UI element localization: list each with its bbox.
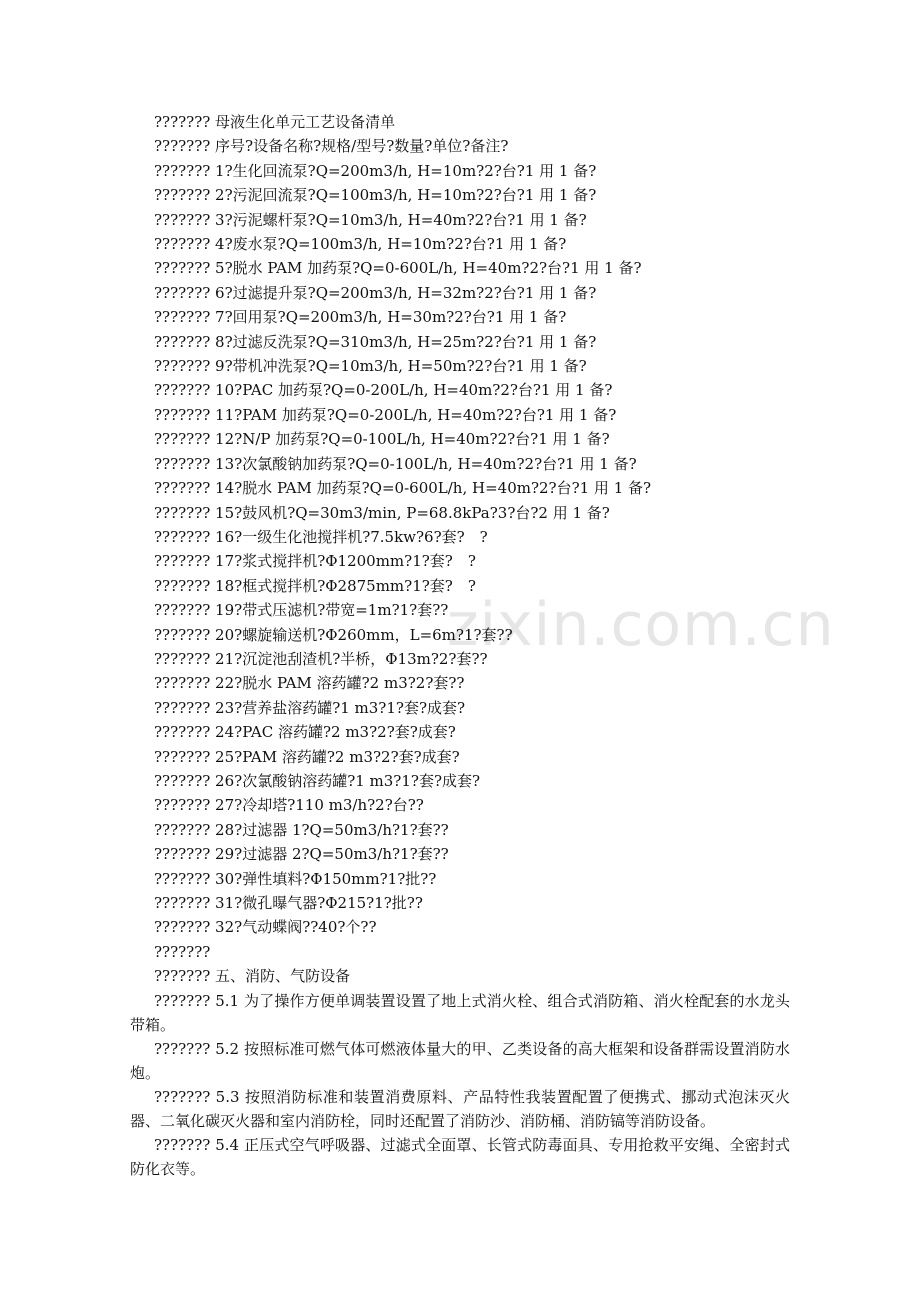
- list-item: ??????? 17?浆式搅拌机?Φ1200mm?1?套? ?: [154, 552, 476, 571]
- fire-protection-section: [130, 989, 790, 1181]
- list-item: ??????? 19?带式压滤机?带宽=1m?1?套??: [154, 601, 449, 620]
- list-item: ??????? 26?次氯酸钠溶药罐?1 m3?1?套?成套?: [154, 771, 481, 790]
- list-item: ??????? 6?过滤提升泵?Q=200m3/h, H=32m?2?台?1 用 1 备?: [154, 283, 597, 302]
- paragraph: ??????? 5.3 按照消防标准和装置消费原料、产品特性我装置配置了便携式、挪动式泡沫灭火器、二氧化碳灭火器和室内消防栓，同时还配置了消防沙、消防桶、消防镐等消防设备。: [130, 1087, 790, 1130]
- paragraph: ??????? 5.4 正压式空气呼吸器、过滤式全面罩、长管式防毒面具、专用抢救平安绳、全密封式防化衣等。: [130, 1135, 790, 1178]
- list-item: ??????? 30?弹性填料?Φ150mm?1?批??: [154, 869, 437, 888]
- list-item: ??????? 24?PAC 溶药罐?2 m3?2?套?成套?: [154, 723, 456, 742]
- list-item: ???????: [154, 942, 211, 961]
- list-item: ??????? 8?过滤反洗泵?Q=310m3/h, H=25m?2?台?1 用 1 备?: [154, 332, 597, 351]
- list-item: ??????? 2?污泥回流泵?Q=100m3/h, H=10m?2?台?1 用 1 备?: [154, 186, 597, 205]
- list-item: ??????? 5?脱水 PAM 加药泵?Q=0-600L/h, H=40m?2?台?1 用 1 备?: [154, 259, 642, 278]
- equipment-list: [130, 110, 790, 989]
- list-item: ??????? 28?过滤器 1?Q=50m3/h?1?套??: [154, 820, 449, 839]
- list-item: ??????? 13?次氯酸钠加药泵?Q=0-100L/h, H=40m?2?台?1 用 1 备?: [154, 454, 637, 473]
- paragraph: ??????? 5.2 按照标准可燃气体可燃液体量大的甲、乙类设备的高大框架和设备群需设置消防水炮。: [130, 1039, 790, 1082]
- list-item: ??????? 3?污泥螺杆泵?Q=10m3/h, H=40m?2?台?1 用 1 备?: [154, 210, 587, 229]
- list-item: ??????? 25?PAM 溶药罐?2 m3?2?套?成套?: [154, 747, 460, 766]
- list-item: ??????? 14?脱水 PAM 加药泵?Q=0-600L/h, H=40m?2?台?1 用 1 备?: [154, 479, 652, 498]
- list-item: ??????? 9?带机冲洗泵?Q=10m3/h, H=50m?2?台?1 用 1 备?: [154, 357, 587, 376]
- list-item: ??????? 7?回用泵?Q=200m3/h, H=30m?2?台?1 用 1 备?: [154, 308, 567, 327]
- list-item: ??????? 20?螺旋输送机?Φ260mm，L=6m?1?套??: [154, 625, 513, 644]
- list-item: ??????? 21?沉淀池刮渣机?半桥，Φ13m?2?套??: [154, 649, 488, 668]
- list-item: ??????? 32?气动蝶阀??40?个??: [154, 918, 377, 937]
- list-item: ??????? 五、消防、气防设备: [154, 967, 351, 986]
- list-item: ??????? 23?营养盐溶药罐?1 m3?1?套?成套?: [154, 698, 466, 717]
- list-item: ??????? 1?生化回流泵?Q=200m3/h, H=10m?2?台?1 用 1 备?: [154, 161, 597, 180]
- list-item: ??????? 16?一级生化池搅拌机?7.5kw?6?套? ?: [154, 527, 488, 546]
- list-header-row: ??????? 序号?设备名称?规格/型号?数量?单位?备注?: [154, 137, 509, 156]
- document-body: [130, 110, 790, 1181]
- paragraph: ??????? 5.1 为了操作方便单调装置设置了地上式消火栓、组合式消防箱、消火栓配套的水龙头带箱。: [130, 991, 790, 1034]
- list-item: ??????? 31?微孔曝气器?Φ215?1?批??: [154, 894, 423, 912]
- watermark: zixin.com.cn: [447, 590, 835, 660]
- list-item: ??????? 22?脱水 PAM 溶药罐?2 m3?2?套??: [154, 674, 465, 693]
- list-item: ??????? 12?N/P 加药泵?Q=0-100L/h, H=40m?2?台?1 用 1 备?: [154, 430, 610, 449]
- list-item: ??????? 11?PAM 加药泵?Q=0-200L/h, H=40m?2?台?1 用 1 备?: [154, 405, 617, 424]
- list-item: ??????? 18?框式搅拌机?Φ2875mm?1?套? ?: [154, 576, 476, 595]
- list-title: ??????? 母液生化单元工艺设备清单: [154, 113, 396, 131]
- list-item: ??????? 4?废水泵?Q=100m3/h, H=10m?2?台?1 用 1 备?: [154, 235, 567, 254]
- list-item: ??????? 29?过滤器 2?Q=50m3/h?1?套??: [154, 845, 449, 864]
- list-item: ??????? 15?鼓风机?Q=30m3/min, P=68.8kPa?3?台?2 用 1 备?: [154, 503, 610, 522]
- list-item: ??????? 27?冷却塔?110 m3/h?2?台??: [154, 796, 424, 815]
- list-item: ??????? 10?PAC 加药泵?Q=0-200L/h, H=40m?2?台?1 用 1 备?: [154, 381, 613, 400]
